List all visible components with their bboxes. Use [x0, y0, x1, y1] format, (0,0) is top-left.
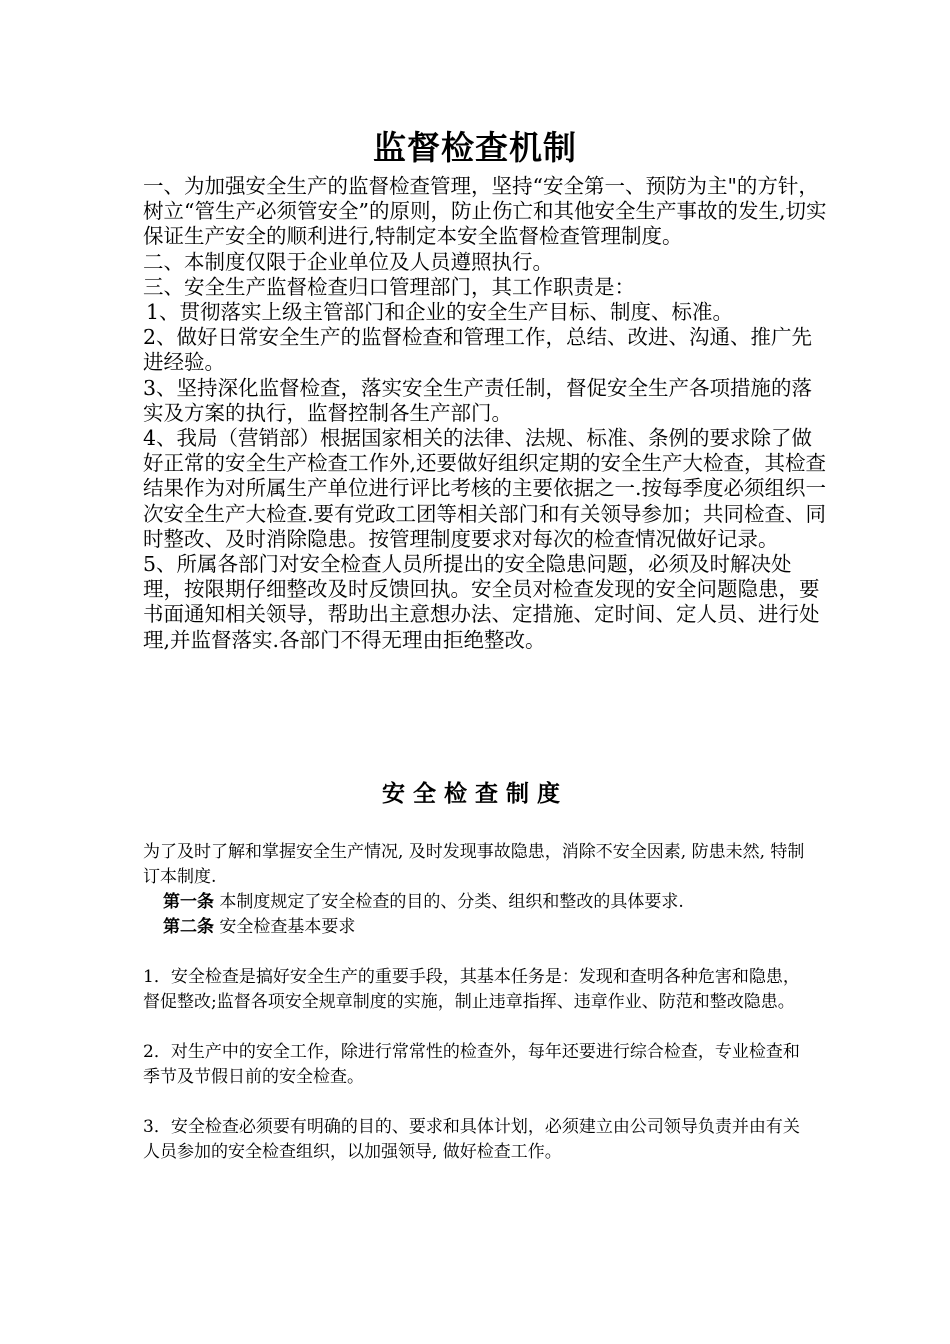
article-1-text: 本制度规定了安全检查的目的、分类、组织和整改的具体要求. — [214, 892, 684, 912]
list-item: 1．安全检查是搞好安全生产的重要手段，其基本任务是：发现和查明各种危害和隐患，督促整改;监督各项安全规章制度的实施，制止违章指挥、违章作业、防范和整改隐患。 — [143, 967, 800, 1012]
spacer — [143, 1015, 808, 1040]
paragraph: 1、贯彻落实上级主管部门和企业的安全生产目标、制度、标准。 — [146, 300, 734, 325]
section-title-safety-inspection: 安全检查制度 — [382, 781, 568, 807]
article-1-label: 第一条 — [163, 892, 214, 912]
paragraph: 三、安全生产监督检查归口管理部门，其工作职责是： — [143, 274, 635, 299]
article-2-label: 第二条 — [163, 917, 214, 937]
list-item: 2．对生产中的安全工作，除进行常常性的检查外，每年还要进行综合检查，专业检查和季节及节假日前的安全检查。 — [143, 1042, 800, 1087]
list-item: 3．安全检查必须要有明确的目的、要求和具体计划，必须建立由公司领导负责并由有关人员参加的安全检查组织，以加强领导, 做好检查工作。 — [143, 1117, 800, 1162]
spacer — [143, 940, 808, 965]
paragraph: 5、所属各部门对安全检查人员所提出的安全隐患问题，必须及时解决处理，按限期仔细整改及时反馈回执。安全员对检查发现的安全问题隐患，要书面通知相关领导，帮助出主意想办法、定措施、定时间、定人员、进行处理,并监督落实.各部门不得无理由拒绝整改。 — [143, 552, 820, 652]
paragraph: 一、为加强安全生产的监督检查管理，坚持“安全第一、预防为主"的方针，树立“管生产必须管安全”的原则，防止伤亡和其他安全生产事故的发生,切实保证生产安全的顺利进行,特制定本安全监督检查管理制度。 — [143, 174, 827, 249]
document-title: 监督检查机制 — [373, 128, 577, 167]
paragraph: 4、我局（营销部）根据国家相关的法律、法规、标准、条例的要求除了做好正常的安全生产检查工作外,还要做好组织定期的安全生产大检查，其检查结果作为对所属生产单位进行评比考核的主要依据之一.按每季度必须组织一次安全生产大检查.要有党政工团等相关部门和有关领导参加；共同检查、同时整改、及时消除隐患。按管理制度要求对每次的检查情况做好记录。 — [143, 426, 827, 551]
article-2 — [143, 915, 808, 940]
section-supervision-mechanism — [143, 174, 828, 653]
paragraph: 3、坚持深化监督检查，落实安全生产责任制，督促安全生产各项措施的落实及方案的执行，监督控制各生产部门。 — [143, 375, 813, 425]
paragraph: 二、本制度仅限于企业单位及人员遵照执行。 — [143, 249, 553, 274]
article-2-text: 安全检查基本要求 — [214, 917, 356, 937]
paragraph: 2、做好日常安全生产的监督检查和管理工作，总结、改进、沟通、推广先进经验。 — [143, 325, 813, 375]
section-safety-inspection — [143, 840, 808, 1165]
spacer — [143, 1090, 808, 1115]
intro-paragraph: 为了及时了解和掌握安全生产情况, 及时发现事故隐患，消除不安全因素, 防患未然, 特制订本制度. — [143, 842, 805, 887]
article-1 — [143, 890, 808, 915]
